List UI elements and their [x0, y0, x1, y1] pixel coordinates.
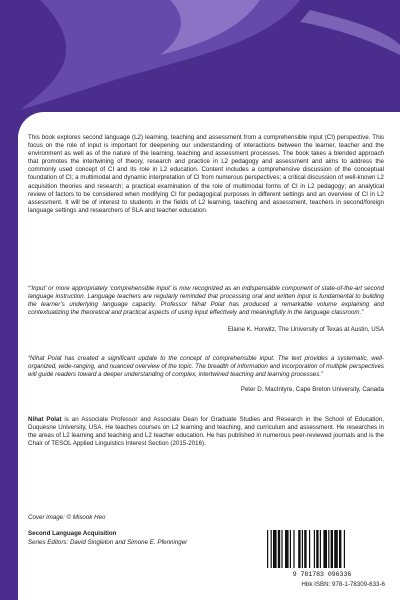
- barcode-bar: [334, 530, 338, 568]
- series-title: Second Language Acquisition: [28, 530, 117, 537]
- barcode-bar: [316, 530, 318, 568]
- barcode-bar: [278, 530, 280, 568]
- decorative-swoosh: [0, 0, 400, 130]
- barcode-bar: [281, 530, 282, 568]
- barcode-bar: [298, 530, 300, 568]
- barcode-digits: 9 781783 096336: [292, 571, 352, 578]
- barcode-bar: [339, 530, 341, 568]
- series-editors: Series Editors: David Singleton and Simone E. Pfenninger: [28, 539, 188, 546]
- author-name: Nihat Polat: [28, 416, 62, 423]
- endorsement-quote-1: “‘Input’ or more appropriately ‘comprehensible input’ is now recognized as an indispensable component of state-of-the-art second language instruction. Language teachers are regularly reminded that processing oral and written input is fundamental to building the learner’s underlying language capacity. Professor Nihat Polat has produced a remarkable volume explaining and contextualizing the theoretical and practical aspects of using input effectively and meaningfully in the language classroom.”: [28, 285, 384, 317]
- barcode-bar: [344, 530, 345, 568]
- book-description: This book explores second language (L2) learning, teaching and assessment from a comprehensible input (CI) perspective. This focus on the role of input is important for deepening our understanding of interactions between the learner, teacher and the environment as well as of the nature of the learning, teaching and assessment processes. The book takes a blended approach that promotes the intertwining of theory, research and practice in L2 pedagogy and assessment and aims to address the commonly used concept of CI and its role in L2 education. Content includes a comprehensive discussion of the conceptual foundation of CI; a multimodal and dynamic interpretation of CI from numerous perspectives; a critical discussion of well-known L2 acquisition theories and research; a practical examination of the role of multimodal forms of CI in L2 pedagogy; an analytical review of factors to be considered when modifying CI for pedagogical purposes in different settings and an overview of CI in L2 assessment. It will be of interest to students in the fields of L2 learning, teaching and assessment, teachers in second/foreign language settings and researchers of SLA and teacher education.: [28, 134, 384, 214]
- barcode-bar: [285, 530, 289, 568]
- barcode-bar: [328, 530, 329, 568]
- author-bio: [28, 416, 384, 448]
- endorsement-quote-2: “Nihat Polat has created a significant update to the concept of comprehensible input. The text provides a systematic, well-organized, wide-ranging, and nuanced overview of the topic. The breadth of information and incorporation of multiple perspectives will guide readers toward a deeper understanding of complex, intertwined teaching and learning processes.”: [28, 355, 384, 379]
- barcode-bar: [323, 530, 327, 568]
- barcode-bar: [304, 530, 306, 568]
- barcode-bar: [331, 530, 333, 568]
- isbn: Hbk ISBN: 978-1-78309-633-6: [301, 581, 385, 588]
- barcode-bar: [302, 530, 303, 568]
- barcode-bar: [273, 530, 277, 568]
- barcode-bar: [314, 530, 315, 568]
- barcode-bar: [293, 530, 294, 568]
- barcode-bar: [267, 530, 268, 568]
- barcode-bar: [271, 530, 272, 568]
- author-bio-text: is an Associate Professor and Associate Dean for Graduate Studies and Research in the School of Education, Duquesne University, USA. He teaches courses on L2 learning and teaching, and curriculum and assessment. He researches in the areas of L2 learning and teaching and L2 teacher education. He has published in numerous peer-reviewed journals and is the Chair of TESOL Applied Linguistics Interest Section (2015-2016).: [28, 416, 384, 448]
- barcode-bar: [309, 530, 310, 568]
- barcode-bar: [290, 530, 291, 568]
- cover-image-credit: Cover image: © Misook Heo: [28, 514, 106, 521]
- barcode: [259, 528, 385, 578]
- endorsement-attribution-1: Elaine K. Horwitz, The University of Texas at Austin, USA: [227, 326, 384, 333]
- endorsement-attribution-2: Peter D. MacIntyre, Cape Breton University, Canada: [240, 386, 384, 393]
- barcode-bar: [320, 530, 321, 568]
